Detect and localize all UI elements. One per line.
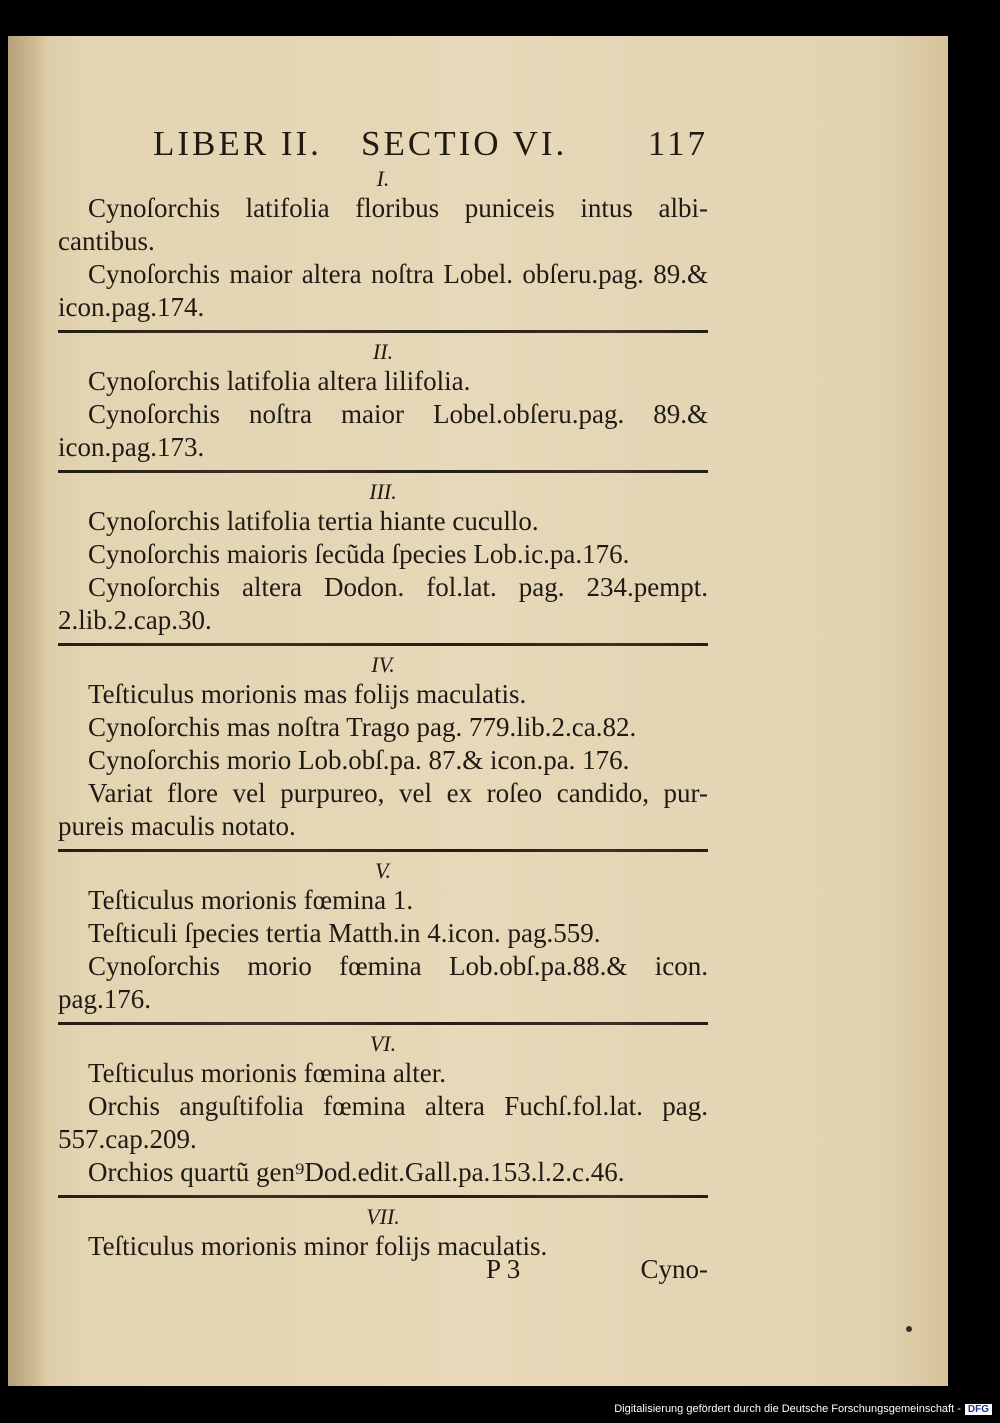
header-sectio: SECTIO VI.: [361, 124, 568, 163]
book-page: [8, 36, 948, 1386]
entry-line: Cynoſorchis latifolia altera lilifolia.: [88, 366, 471, 396]
entry-line: Cynoſorchis latifolia floribus puniceis intus albi-cantibus.: [58, 193, 708, 256]
digitization-credit: [614, 1403, 992, 1419]
entry-line: Teſticulus morionis minor folijs maculatis.: [88, 1231, 548, 1261]
entry-numeral: I.: [376, 166, 390, 191]
section-rule: [58, 1195, 708, 1198]
entry-numeral: VII.: [366, 1204, 400, 1229]
section-rule: [58, 330, 708, 333]
entry-line: Orchis anguſtifolia fœmina altera Fuchſ.fol.lat. pag. 557.cap.209.: [58, 1091, 708, 1154]
entry-numeral: IV.: [371, 652, 395, 677]
entry-line: Cynoſorchis latifolia tertia hiante cucullo.: [88, 506, 539, 536]
entry-line: Variat flore vel purpureo, vel ex roſeo candido, pur-pureis maculis notato.: [58, 778, 708, 841]
dfg-logo: DFG: [965, 1404, 992, 1415]
section-rule: [58, 1022, 708, 1025]
entry-6: [58, 1029, 708, 1189]
page-spine-shadow: [8, 36, 48, 1386]
entry-line: Teſticuli ſpecies tertia Matth.in 4.icon. pag.559.: [88, 918, 601, 948]
entry-line: Teſticulus morionis fœmina 1.: [88, 885, 414, 915]
entry-numeral: III.: [369, 479, 397, 504]
entry-numeral: II.: [372, 339, 394, 364]
entry-4: [58, 650, 708, 843]
entry-line: Cynoſorchis morio fœmina Lob.obſ.pa.88.& icon. pag.176.: [58, 951, 708, 1014]
entry-line: Cynoſorchis maior altera noſtra Lobel. obſeru.pag. 89.& icon.pag.174.: [58, 259, 708, 322]
credit-text: Digitalisierung gefördert durch die Deutsche Forschungsgemeinschaft -: [614, 1403, 961, 1415]
catchword: Cyno-: [640, 1254, 708, 1284]
entry-line: Cynoſorchis altera Dodon. fol.lat. pag. 234.pempt. 2.lib.2.cap.30.: [58, 572, 708, 635]
entry-line: Cynoſorchis mas noſtra Trago pag. 779.lib.2.ca.82.: [88, 712, 637, 742]
entry-line: Orchios quartũ gen⁹Dod.edit.Gall.pa.153.l.2.c.46.: [88, 1157, 625, 1187]
page-footer: [486, 1254, 708, 1290]
entry-line: Cynoſorchis maioris ſecũda ſpecies Lob.ic.pa.176.: [88, 539, 630, 569]
entry-line: Teſticulus morionis fœmina alter.: [88, 1058, 447, 1088]
page-body: [58, 164, 708, 1263]
running-header: [153, 124, 708, 164]
signature-mark: P 3: [486, 1254, 521, 1284]
section-rule: [58, 643, 708, 646]
entry-line: Cynoſorchis noſtra maior Lobel.obſeru.pag. 89.& icon.pag.173.: [58, 399, 708, 462]
page-number: 117: [647, 124, 708, 163]
section-rule: [58, 849, 708, 852]
header-liber: LIBER II.: [153, 124, 322, 163]
section-rule: [58, 470, 708, 473]
entry-2: [58, 337, 708, 464]
entry-1: [58, 164, 708, 324]
entry-numeral: V.: [374, 858, 392, 883]
ink-speck: [906, 1326, 912, 1332]
entry-5: [58, 856, 708, 1016]
entry-line: Teſticulus morionis mas folijs maculatis.: [88, 679, 527, 709]
entry-line: Cynoſorchis morio Lob.obſ.pa. 87.& icon.pa. 176.: [88, 745, 630, 775]
entry-3: [58, 477, 708, 637]
entry-numeral: VI.: [369, 1031, 397, 1056]
